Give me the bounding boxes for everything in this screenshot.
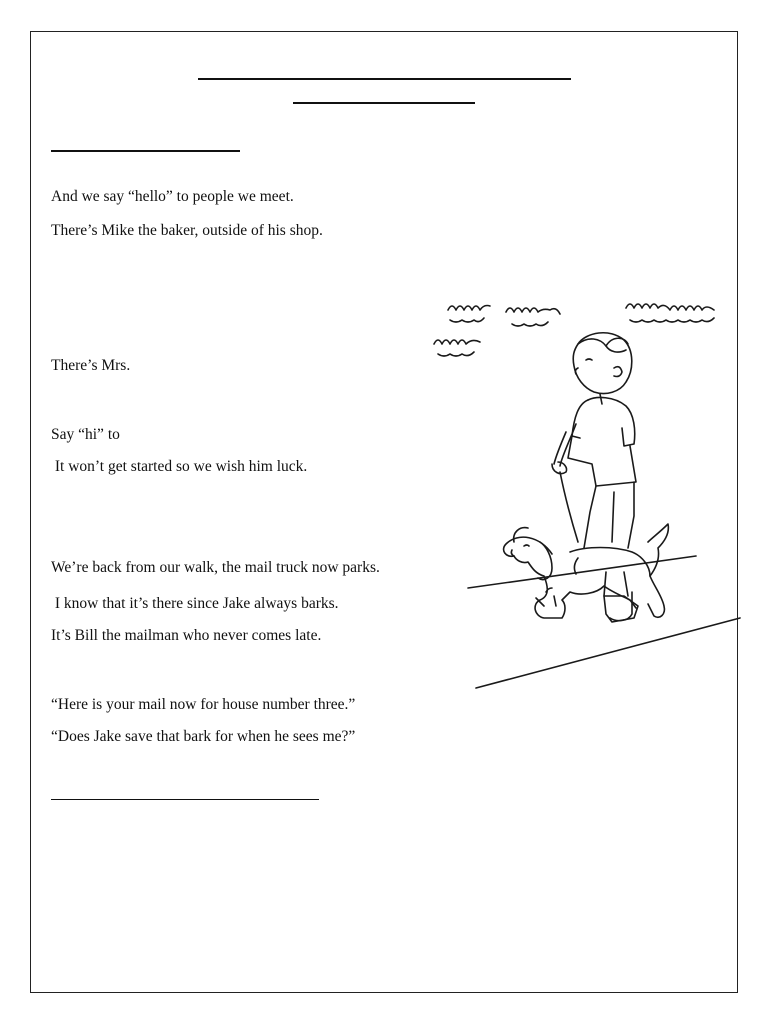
footer-blank-line (51, 799, 319, 800)
boy-walking-dog-illustration (428, 296, 754, 692)
poem-line: “Here is your mail now for house number three.” (51, 696, 356, 713)
poem-line: I know that it’s there since Jake always barks. (51, 595, 339, 612)
sidewalk-back-edge (468, 556, 696, 588)
poem-line: We’re back from our walk, the mail truck now parks. (51, 559, 380, 576)
poem-line: There’s Mrs. (51, 357, 131, 374)
poem-line: “Does Jake save that bark for when he sees me?” (51, 728, 356, 745)
foliage-icon (434, 304, 714, 356)
poem-line: It’s Bill the mailman who never comes late. (51, 627, 322, 644)
name-blank-line (51, 150, 240, 152)
poem-line: There’s Mike the baker, outside of his shop. (51, 222, 323, 239)
poem-line: And we say “hello” to people we meet. (51, 188, 294, 205)
poem-line: Say “hi” to (51, 426, 120, 443)
title-blank-line (198, 78, 571, 80)
poem-line: It won’t get started so we wish him luck. (51, 458, 308, 475)
sidewalk-front-edge (476, 618, 740, 688)
subtitle-blank-line (293, 102, 475, 104)
